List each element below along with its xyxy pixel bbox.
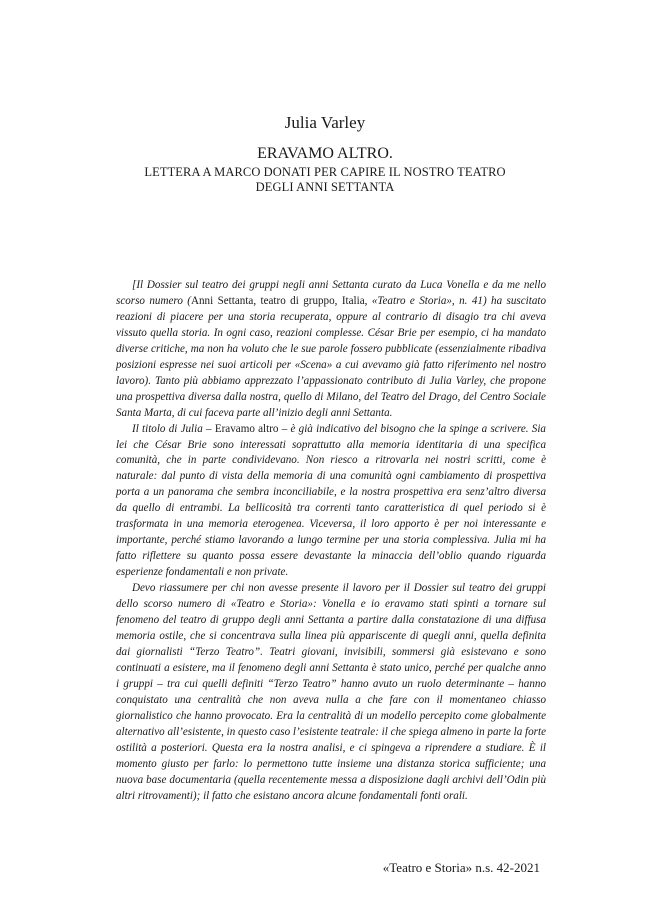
text-run: – è già indicativo del bisogno che la spinge a scrivere. Sia lei che César Brie sono interessati soprattutto alla memoria identitaria di una specifica comunità, che in parte condividevano. Non riesco a ritrovarla nei nostri scritti, come è naturale: dal punto di vista della memoria di una comunità ogni cambiamento di prospettiva porta a un panorama che sembra inconciliabile, e la nostra prospettiva era senz’altro diversa da quello di entrambi. La bellicosità tra correnti tanto caratteristica di quel periodo si è trasformata in una memoria eterogenea. Viceversa, il loro apporto è per noi interessante e importante, perché stiamo lavorando a lungo termine per una storia complessiva. Julia mi ha fatto riflettere su quanto possa essere devastante la minaccia dell’oblio quando riguarda esperienze fondamentali e non private. bbox=[116, 422, 546, 579]
subtitle-line: DEGLI ANNI SETTANTA bbox=[255, 180, 395, 194]
body-paragraph bbox=[116, 422, 546, 582]
text-run: Devo riassumere per chi non avesse presente il lavoro per il Dossier sul teatro dei gruppi dello scorso numero di «Teatro e Storia»: Vonella e io eravamo stati spinti a tornare sul fenomeno del teatro di gruppo degli anni Settanta a partire dalla constatazione di una diffusa memoria ostile, che si concentrava sulla linea più appariscente di quegli anni, quella definita dai giornalisti “Terzo Teatro”. Teatri giovani, invisibili, sommersi già esistevano e sono continuati a esistere, ma il fenomeno degli anni Settanta è stato unico, perché per qualche anno i gruppi – tra cui quelli definiti “Terzo Teatro” hanno avuto un ruolo determinante – hanno conquistato una centralità che non aveva nulla a che fare con il momentaneo chiasso giornalistico che hanno provocato. Era la centralità di un modello percepito come globalmente alternativo all’esistente, in questo caso l’esistente teatrale: il che spiega almeno in parte la forte ostilità a posteriori. Questa era la nostra analisi, e ci spingeva a riprendere a studiare. È il momento giusto per farlo: lo permettono tutte insieme una distanza storica sufficiente; una nuova base documentaria (quella recentemente messa a disposizione dagli archivi dell’Odin più altri ritrovamenti); il fatto che esistano ancora alcune fondamentali fonti orali. bbox=[116, 582, 546, 802]
text-run: [Il Dossier sul teatro dei gruppi negli anni Settanta curato da Luca Vonella e da me nello scorso numero ( bbox=[116, 279, 546, 307]
article-subtitle bbox=[0, 165, 650, 195]
text-run: Eravamo altro bbox=[214, 422, 279, 435]
author-name: Julia Varley bbox=[284, 113, 366, 132]
article-body bbox=[116, 278, 546, 804]
article-title: ERAVAMO ALTRO. bbox=[257, 145, 393, 162]
journal-footer: «Teatro e Storia» n.s. 42-2021 bbox=[382, 860, 540, 875]
text-run: Anni Settanta, teatro di gruppo, Italia, bbox=[190, 294, 372, 307]
text-run: Il titolo di Julia – bbox=[132, 422, 215, 435]
text-run: «Teatro e Storia», n. 41) ha suscitato reazioni di piacere per una storia recuperata, oppure al contrario di disagio tra chi aveva vissuto quella storia. In ogni caso, reazioni complesse. César Brie per esempio, ci ha mandato diverse critiche, ma non ha voluto che le sue parole fossero pubblicate (essenzialmente ribadiva posizioni espresse nei suoi articoli per «Scena» a cui avevamo già fatto riferimento nel nostro lavoro). Tanto più abbiamo apprezzato l’appassionato contributo di Julia Varley, che propone una prospettiva diversa dalla nostra, quello di Milano, del Teatro del Drago, del Centro Sociale Santa Marta, di cui faceva parte all’inizio degli anni Settanta. bbox=[116, 294, 547, 419]
body-paragraph bbox=[116, 581, 546, 804]
body-paragraph bbox=[116, 278, 546, 422]
subtitle-line: LETTERA A MARCO DONATI PER CAPIRE IL NOSTRO TEATRO bbox=[144, 165, 506, 179]
